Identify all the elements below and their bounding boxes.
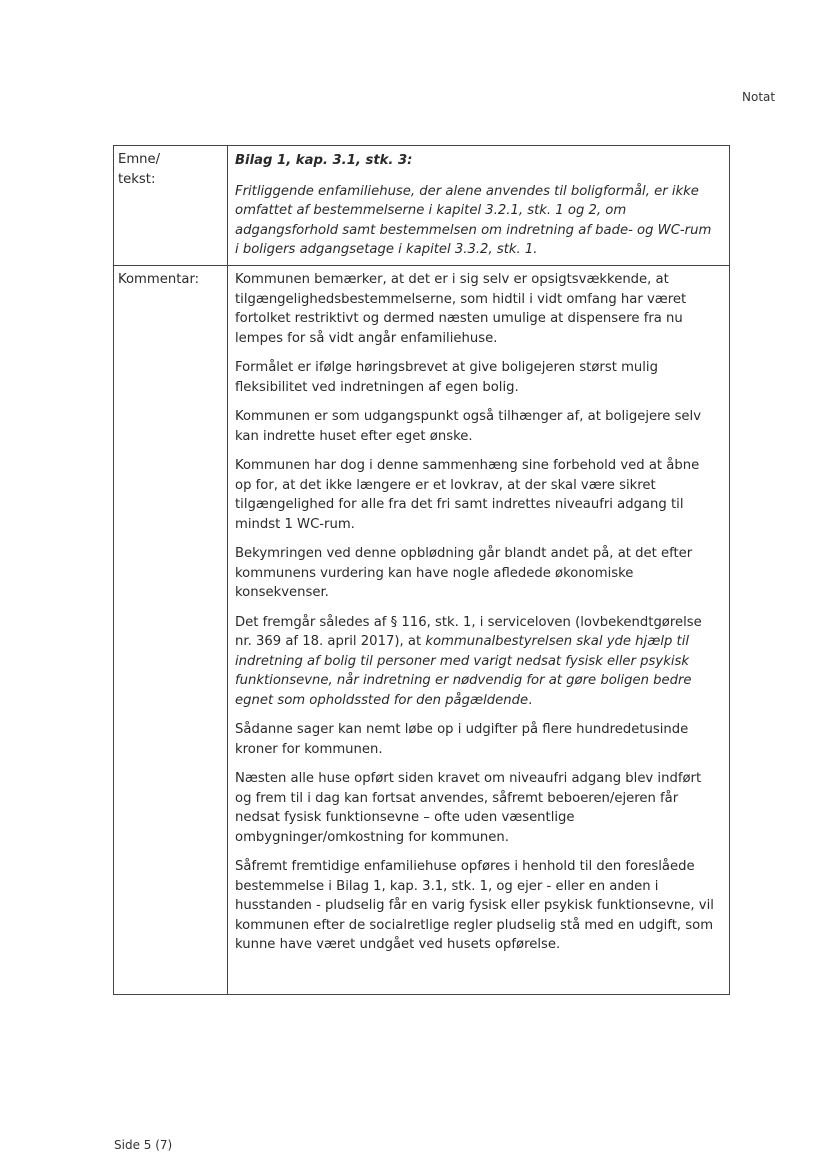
comment-paragraph-9: Såfremt fremtidige enfamiliehuse opføres i henhold til den foreslåede bestemmelse i Bilag 1, kap. 3.1, stk. 1, og ejer - eller en anden i husstanden - pludselig får en varig fysisk eller psykisk funktionsevne, vil kommunen efter de socialretlige regler pludselig stå med en udgift, som kunne have været undgået ved husets opførelse. <box>235 859 714 952</box>
topic-label: Emne/ tekst: <box>114 146 228 266</box>
paragraph-6-quote: kommunalbestyrelsen skal yde hjælp til indretning af bolig til personer med varigt nedsat fysisk eller psykisk funktionsevne, når indretning er nødvendig for at gøre boligen bedre egnet som opholdssted for den pågældende <box>235 634 692 708</box>
paragraph-6-start: Det fremgår således af § 116, stk. 1, i serviceloven (lovbekendtgørelse nr. 369 af 18. april 2017), at <box>235 614 702 649</box>
topic-row <box>114 146 730 266</box>
topic-text: Fritliggende enfamiliehuse, der alene anvendes til boligformål, er ikke omfattet af bestemmelserne i kapitel 3.2.1, stk. 1 og 2, om adgangsforhold samt bestemmelsen om indretning af bade- og WC-rum i boligers adgangsetage i kapitel 3.3.2, stk. 1. <box>235 183 712 257</box>
comment-paragraph-7: Sådanne sager kan nemt løbe op i udgifter på flere hundredetusinde kroner for kommunen. <box>235 722 689 757</box>
comment-paragraph-5: Bekymringen ved denne opblødning går blandt andet på, at det efter kommunens vurdering kan have nogle afledede økonomiske konsekvenser. <box>235 546 693 600</box>
topic-title: Bilag 1, kap. 3.1, stk. 3: <box>235 153 413 168</box>
comment-paragraph-1: Kommunen bemærker, at det er i sig selv er opsigtsvækkende, at tilgængelighedsbestemmelserne, som hidtil i vidt omfang har været fortolket restriktivt og dermed næsten umulige at dispensere fra nu lempes for så vidt angår enfamiliehuse. <box>235 272 687 346</box>
comment-paragraph-2: Formålet er ifølge høringsbrevet at give boligejeren størst mulig fleksibilitet ved indretningen af egen bolig. <box>235 360 658 395</box>
comment-label: Kommentar: <box>114 266 228 995</box>
comment-paragraph-8: Næsten alle huse opført siden kravet om niveaufri adgang blev indført og frem til i dag kan fortsat anvendes, såfremt beboeren/ejeren får nedsat fysisk funktionsevne – ofte uden væsentlige ombygninger/omkostning for kommunen. <box>235 771 702 845</box>
page-number: Side 5 (7) <box>114 1138 173 1152</box>
topic-content <box>228 146 730 266</box>
comment-content <box>228 266 730 995</box>
notat-table <box>113 145 730 995</box>
comment-paragraph-6 <box>235 613 719 711</box>
document-type-label: Notat <box>742 90 776 104</box>
comment-paragraph-3: Kommunen er som udgangspunkt også tilhænger af, at boligejere selv kan indrette huset efter eget ønske. <box>235 409 702 444</box>
paragraph-6-end: . <box>528 692 533 708</box>
comment-paragraph-4: Kommunen har dog i denne sammenhæng sine forbehold ved at åbne op for, at det ikke længere er et lovkrav, at der skal være sikret tilgængelighed for alle fra det fri samt indrettes niveaufri adgang til mindst 1 WC-rum. <box>235 458 700 532</box>
comment-row <box>114 266 730 995</box>
